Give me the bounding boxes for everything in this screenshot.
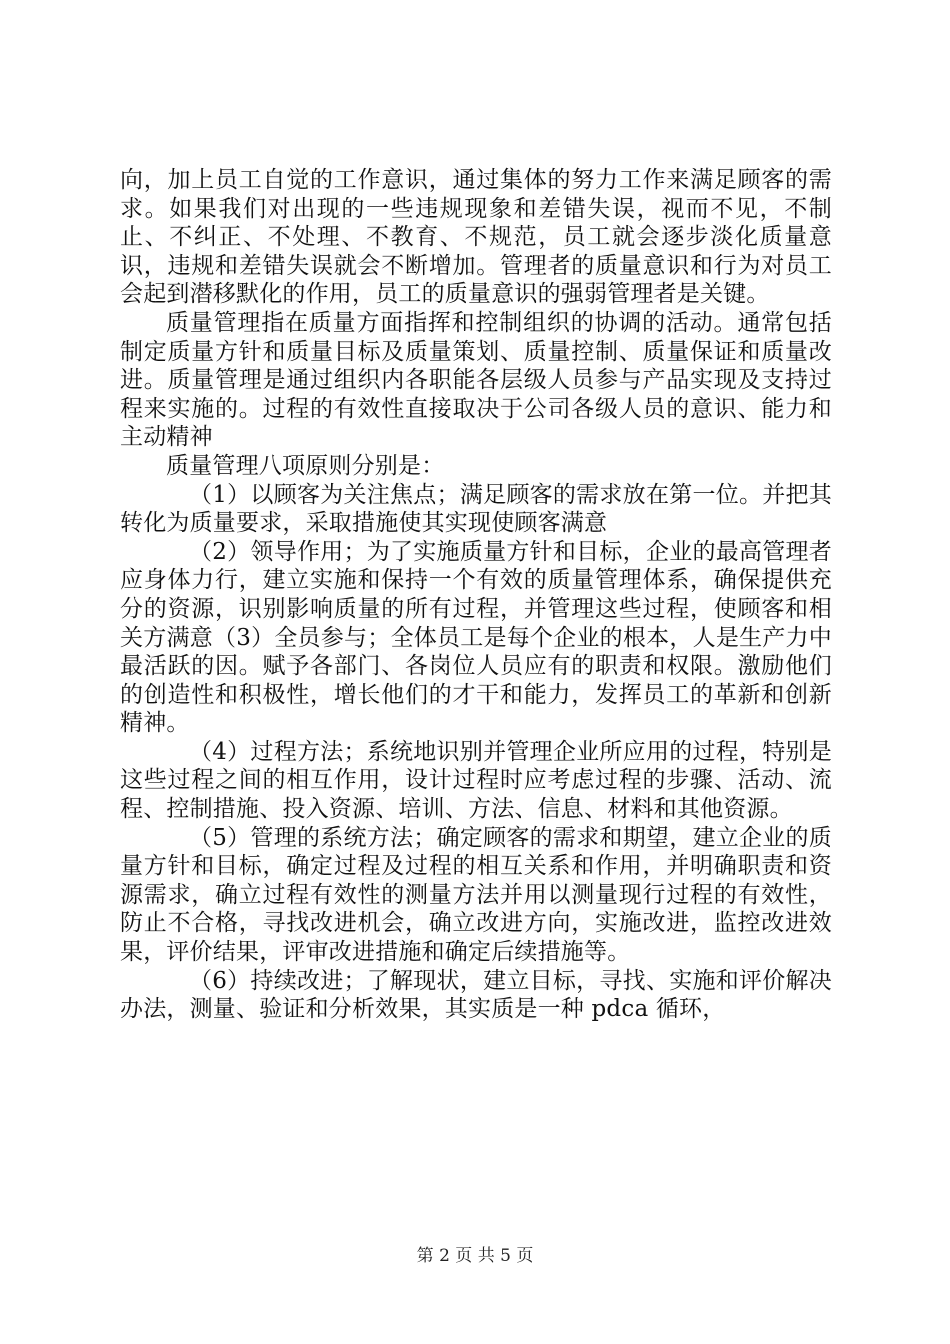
paragraph-eight-principles-heading: 质量管理八项原则分别是：: [166, 452, 445, 479]
paragraph-principle-1: （1）以顾客为关注焦点；满足顾客的需求放在第一位。并把其转化为质量要求，采取措施使其实现使顾客满意: [120, 481, 832, 537]
paragraph-quality-management-definition: 质量管理指在质量方面指挥和控制组织的协调的活动。通常包括制定质量方针和质量目标及质量策划、质量控制、质量保证和质量改进。质量管理是通过组织内各职能各层级人员参与产品实现及支持过程来实施的。过程的有效性直接取决于公司各级人员的意识、能力和主动精神: [120, 309, 832, 451]
paragraph-principle-6: （6）持续改进；了解现状，建立目标，寻找、实施和评价解决办法，测量、验证和分析效果，其实质是一种 pdca 循环，: [120, 967, 832, 1023]
page-number-label: 第 2 页 共 5 页: [416, 1246, 534, 1266]
page-footer: [0, 1245, 950, 1267]
document-body: [120, 166, 832, 1024]
paragraph-principle-2-3: （2）领导作用；为了实施质量方针和目标，企业的最高管理者应身体力行，建立实施和保持一个有效的质量管理体系，确保提供充分的资源，识别影响质量的所有过程，并管理这些过程，使顾客和相关方满意（3）全员参与；全体员工是每个企业的根本，人是生产力中最活跃的因。赋予各部门、各岗位人员应有的职责和权限。激励他们的创造性和积极性，增长他们的才干和能力，发挥员工的革新和创新精神。: [120, 538, 832, 737]
paragraph-principle-4: （4）过程方法；系统地识别并管理企业所应用的过程，特别是这些过程之间的相互作用，设计过程时应考虑过程的步骤、活动、流程、控制措施、投入资源、培训、方法、信息、材料和其他资源。: [120, 738, 832, 823]
paragraph-quality-awareness: 向，加上员工自觉的工作意识，通过集体的努力工作来满足顾客的需求。如果我们对出现的一些违规现象和差错失误，视而不见，不制止、不纠正、不处理、不教育、不规范，员工就会逐步淡化质量意识，违规和差错失误就会不断增加。管理者的质量意识和行为对员工会起到潜移默化的作用，员工的质量意识的强弱管理者是关键。: [120, 167, 832, 308]
paragraph-principle-5: （5）管理的系统方法；确定顾客的需求和期望，建立企业的质量方针和目标，确定过程及过程的相互关系和作用，并明确职责和资源需求，确立过程有效性的测量方法并用以测量现行过程的有效性，防止不合格，寻找改进机会，确立改进方向，实施改进，监控改进效果，评价结果，评审改进措施和确定后续措施等。: [120, 824, 832, 966]
